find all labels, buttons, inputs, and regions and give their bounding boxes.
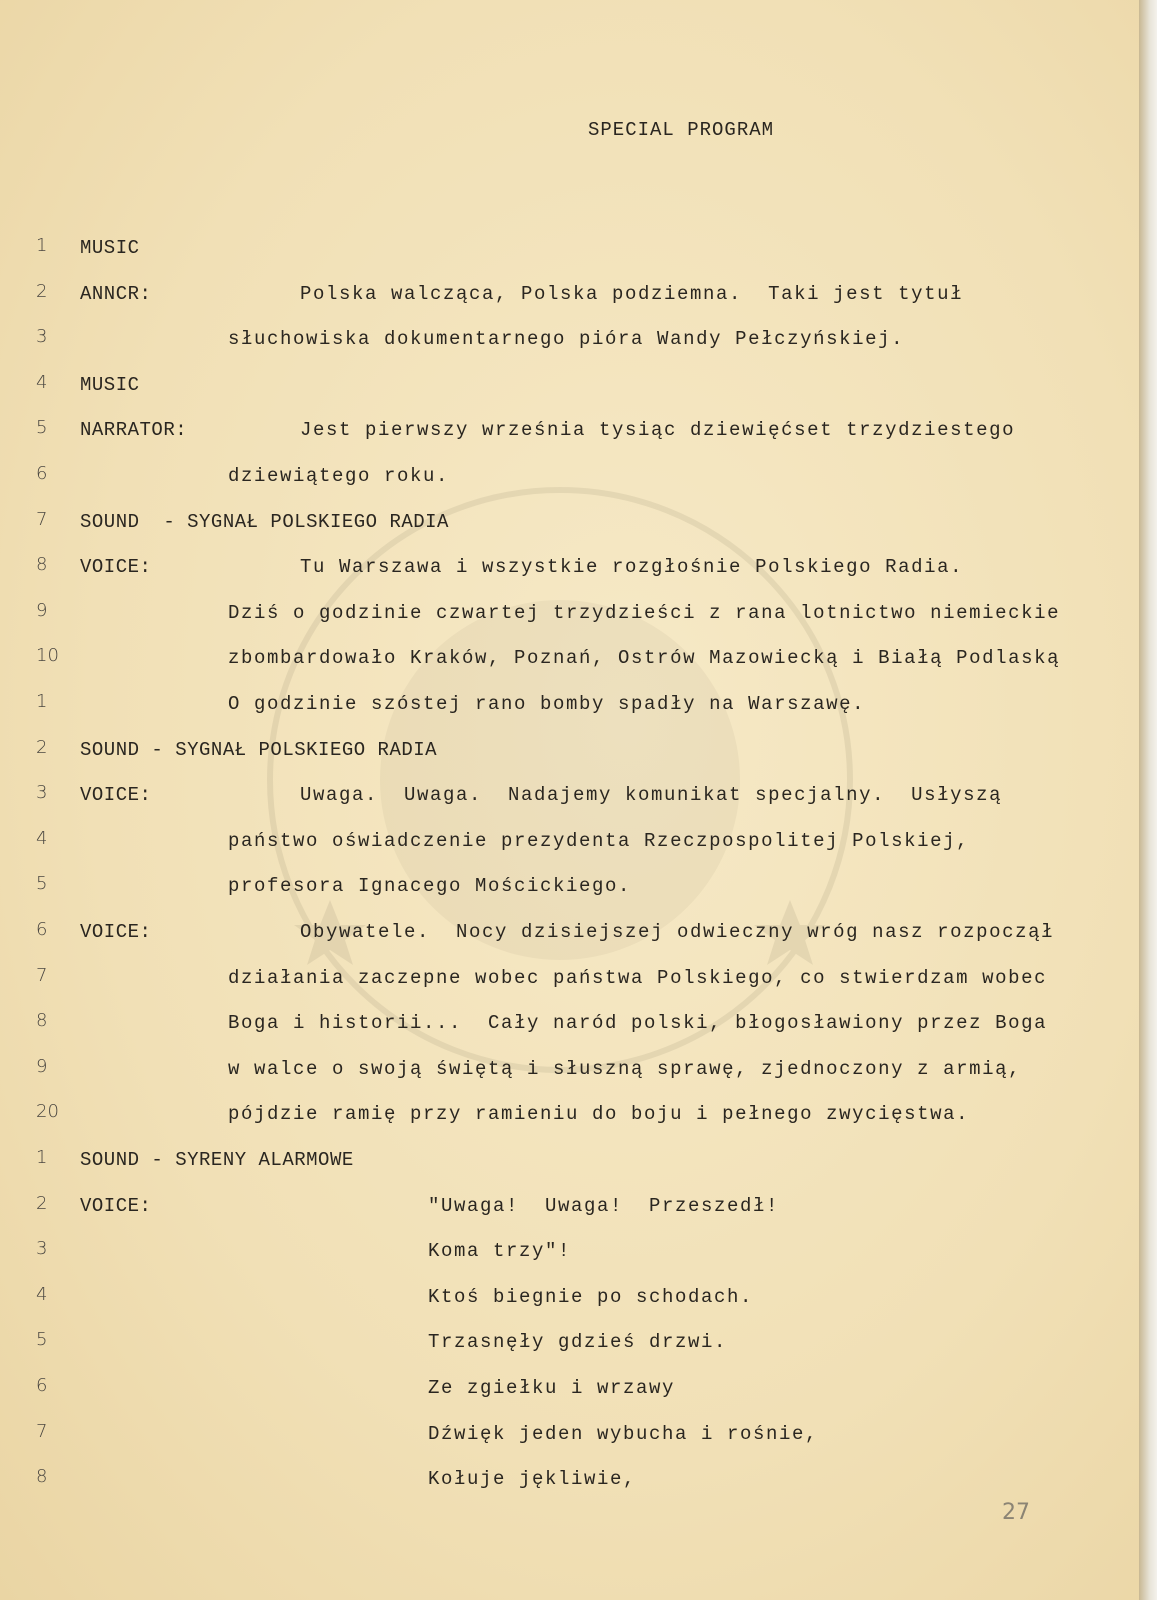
script-line: Jest pierwszy września tysiąc dziewięćset trzydziestego (300, 419, 1016, 442)
margin-line-number: 9 (36, 1055, 48, 1077)
speaker-cue: ANNCR: (80, 282, 152, 305)
script-line: słuchowiska dokumentarnego pióra Wandy Pełczyńskiej. (228, 328, 905, 351)
speaker-cue: NARRATOR: (80, 419, 188, 442)
script-line: Trzasnęły gdzieś drzwi. (428, 1331, 728, 1354)
speaker-cue: VOICE: (80, 556, 152, 579)
script-line: Boga i historii... Cały naród polski, błogosławiony przez Boga (228, 1012, 1048, 1035)
margin-line-number: 6 (36, 919, 48, 940)
script-line: Dźwięk jeden wybucha i rośnie, (428, 1422, 819, 1445)
margin-line-number: 4 (36, 827, 48, 849)
script-line: państwo oświadczenie prezydenta Rzeczpospolitej Polskiej, (228, 829, 970, 852)
margin-line-number: 5 (36, 1329, 48, 1351)
margin-line-number: 5 (36, 417, 48, 439)
page-edge (1139, 0, 1157, 1600)
page-title: SPECIAL PROGRAM (588, 119, 775, 141)
margin-line-number: 1 (36, 235, 48, 256)
margin-line-number: 8 (36, 1010, 48, 1032)
margin-line-number: 4 (36, 1283, 48, 1305)
speaker-cue: MUSIC (80, 237, 140, 259)
speaker-cue: VOICE: (80, 784, 152, 807)
margin-line-number: 6 (36, 463, 48, 484)
script-line: Ktoś biegnie po schodach. (428, 1285, 754, 1308)
script-line: Polska walcząca, Polska podziemna. Taki jest tytuł (300, 282, 964, 305)
margin-line-number: 5 (36, 873, 48, 895)
speaker-cue: VOICE: (80, 921, 152, 943)
margin-line-number: 7 (36, 964, 48, 986)
script-line: Obywatele. Nocy dzisiejszej odwieczny wróg nasz rozpoczął (300, 921, 1055, 943)
speaker-cue: SOUND - SYRENY ALARMOWE (80, 1149, 354, 1171)
margin-line-number: 8 (36, 554, 48, 576)
script-line: działania zaczepne wobec państwa Polskiego, co stwierdzam wobec (228, 966, 1048, 989)
script-line: "Uwaga! Uwaga! Przeszedł! (428, 1194, 780, 1217)
script-line: w walce o swoją świętą i słuszną sprawę, zjednoczony z armią, (228, 1057, 1022, 1080)
margin-line-number: 2 (36, 736, 48, 758)
speaker-cue: MUSIC (80, 373, 140, 396)
margin-line-number: 2 (36, 1192, 48, 1214)
margin-line-number: 4 (36, 371, 48, 393)
script-line: zbombardowało Kraków, Poznań, Ostrów Mazowiecką i Białą Podlaską (228, 647, 1061, 670)
script-line: Uwaga. Uwaga. Nadajemy komunikat specjalny. Usłyszą (300, 784, 1003, 807)
margin-line-number: 8 (36, 1466, 48, 1488)
margin-line-number: 3 (36, 782, 48, 804)
page-number: 27 (1002, 1500, 1030, 1525)
script-line: Koma trzy"! (428, 1240, 572, 1263)
script-line: Dziś o godzinie czwartej trzydzieści z rana lotnictwo niemieckie (228, 601, 1061, 624)
margin-line-number: 7 (36, 508, 48, 530)
margin-line-number: 7 (36, 1420, 48, 1442)
script-line: dziewiątego roku. (228, 465, 450, 487)
script-line: O godzinie szóstej rano bomby spadły na Warszawę. (228, 693, 866, 715)
margin-line-number: 3 (36, 326, 48, 348)
script-line: profesora Ignacego Mościckiego. (228, 875, 632, 898)
margin-line-number: 10 (36, 645, 59, 667)
margin-line-number: 20 (36, 1101, 59, 1123)
script-line: Ze zgiełku i wrzawy (428, 1377, 676, 1399)
speaker-cue: SOUND - SYGNAŁ POLSKIEGO RADIA (80, 510, 449, 533)
speaker-cue: VOICE: (80, 1194, 152, 1217)
margin-line-number: 9 (36, 599, 48, 621)
margin-line-number: 1 (36, 691, 48, 712)
margin-line-number: 1 (36, 1147, 48, 1168)
script-line: pójdzie ramię przy ramieniu do boju i pełnego zwycięstwa. (228, 1103, 970, 1126)
margin-line-number: 6 (36, 1375, 48, 1396)
script-line: Tu Warszawa i wszystkie rozgłośnie Polskiego Radia. (300, 556, 964, 579)
speaker-cue: SOUND - SYGNAŁ POLSKIEGO RADIA (80, 738, 438, 761)
margin-line-number: 2 (36, 280, 48, 302)
script-line: Kołuje jękliwie, (428, 1468, 637, 1491)
margin-line-number: 3 (36, 1238, 48, 1260)
